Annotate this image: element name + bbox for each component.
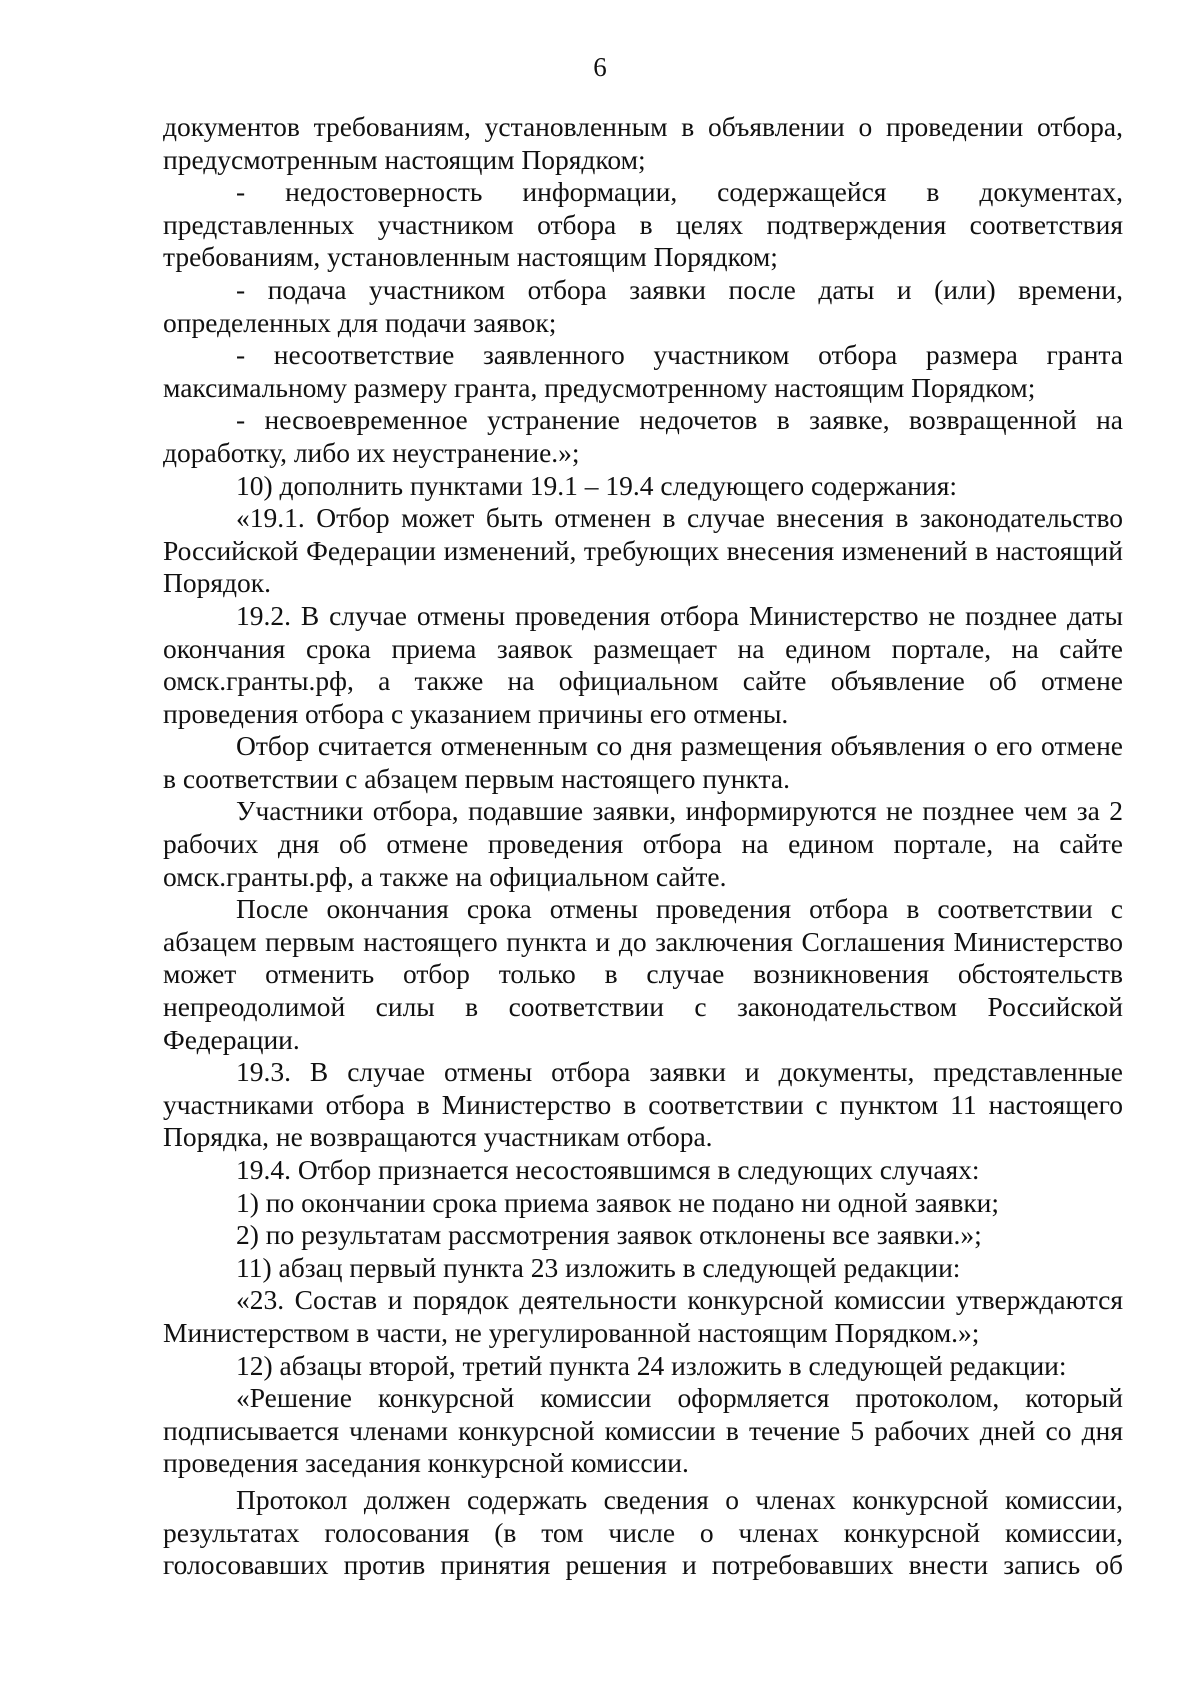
paragraph: 19.2. В случае отмены проведения отбора Министерство не позднее даты окончания срока приема заявок размещает на едином портале, на сайте омск.гранты.рф, а также на официальном сайте объявление об отмене проведения отбора с указанием причины его отмены. [163,599,1123,729]
paragraph: Участники отбора, подавшие заявки, информируются не позднее чем за 2 рабочих дня об отмене проведения отбора на едином портале, на сайте омск.гранты.рф, а также на официальном сайте. [163,795,1123,892]
paragraph: «19.1. Отбор может быть отменен в случае внесения в законодательство Российской Федерации изменений, требующих внесения изменений в настоящий Порядок. [163,502,1123,599]
paragraph: 11) абзац первый пункта 23 изложить в следующей редакции: [236,1251,961,1283]
paragraph: 2) по результатам рассмотрения заявок отклонены все заявки.»; [236,1219,982,1251]
paragraph: - подача участником отбора заявки после даты и (или) времени, определенных для подачи заявок; [163,273,1123,338]
paragraph: - несоответствие заявленного участником отбора размера гранта максимальному размеру гранта, предусмотренному настоящим Порядком; [163,339,1123,403]
paragraph: Отбор считается отмененным со дня размещения объявления о его отмене в соответствии с абзацем первым настоящего пункта. [163,730,1123,794]
paragraph: 19.4. Отбор признается несостоявшимся в следующих случаях: [236,1154,980,1185]
paragraph: 19.3. В случае отмены отбора заявки и документы, представленные участниками отбора в Министерство в соответствии с пунктом 11 настоящего Порядка, не возвращаются участникам отбора. [163,1056,1123,1153]
paragraph: - недостоверность информации, содержащейся в документах, представленных участником отбора в целях подтверждения соответствия требованиям, установленным настоящим Порядком; [163,176,1123,273]
page-number: 6 [593,52,607,82]
paragraph: - несвоевременное устранение недочетов в заявке, возвращенной на доработку, либо их неустранение.»; [163,404,1123,468]
paragraph: 12) абзацы второй, третий пункта 24 изложить в следующей редакции: [236,1349,1067,1381]
paragraph: «Решение конкурсной комиссии оформляется протоколом, который подписывается членами конкурсной комиссии в течение 5 рабочих дней со дня проведения заседания конкурсной комиссии. [163,1382,1123,1479]
paragraph: После окончания срока отмены проведения отбора в соответствии с абзацем первым настоящего пункта и до заключения Соглашения Министерство может отменить отбор только в случае возникновения обстоятельств непреодолимой силы в соответствии с законодательством Российской Федерации. [163,893,1123,1055]
paragraph: Протокол должен содержать сведения о членах конкурсной комиссии, результатах голосования (в том числе о членах конкурсной комиссии, голосовавших против принятия решения и потребовавших внести запись об [163,1483,1123,1581]
document-body [163,111,1123,1582]
paragraph: «23. Состав и порядок деятельности конкурсной комиссии утверждаются Министерством в части, не урегулированной настоящим Порядком.»; [163,1284,1123,1348]
paragraph: документов требованиям, установленным в объявлении о проведении отбора, предусмотренным настоящим Порядком; [163,111,1123,175]
paragraph: 10) дополнить пунктами 19.1 – 19.4 следующего содержания: [236,469,958,501]
paragraph: 1) по окончании срока приема заявок не подано ни одной заявки; [236,1186,1000,1218]
